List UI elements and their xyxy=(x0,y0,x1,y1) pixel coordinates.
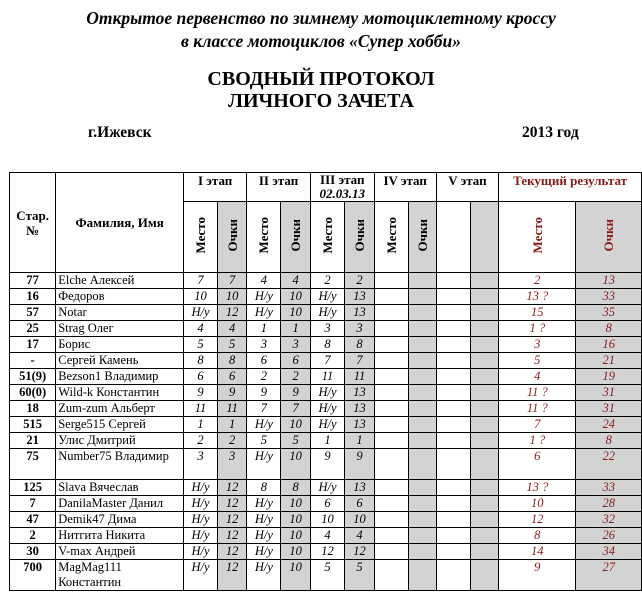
table-row xyxy=(10,433,642,449)
start-number: - xyxy=(10,353,56,369)
table-row xyxy=(10,385,642,401)
table-row xyxy=(10,337,642,353)
result-points: 33 xyxy=(576,480,642,496)
stage4-points xyxy=(409,528,437,544)
start-number: 25 xyxy=(10,321,56,337)
stage1-points: 12 xyxy=(218,480,247,496)
stage5-place-header xyxy=(436,202,470,273)
stage1-points: 10 xyxy=(218,289,247,305)
stage3-points: 13 xyxy=(345,480,374,496)
stage5-place xyxy=(436,496,470,512)
result-points: 26 xyxy=(576,528,642,544)
stage1-points: 4 xyxy=(218,321,247,337)
rider-name: Bezson1 Владимир xyxy=(56,369,184,385)
stage3-points: 3 xyxy=(345,321,374,337)
stage1-place: 2 xyxy=(183,433,217,449)
result-place: 5 xyxy=(499,353,576,369)
stage4-place-header: Место xyxy=(374,202,408,273)
stage2-place: Н/у xyxy=(247,417,281,433)
result-place: 12 xyxy=(499,512,576,528)
stage1-place: Н/у xyxy=(183,528,217,544)
rider-name: Улис Дмитрий xyxy=(56,433,184,449)
stage4-place xyxy=(374,449,408,480)
stage1-points: 7 xyxy=(218,273,247,289)
stage3-points: 10 xyxy=(345,512,374,528)
stage4-header: IV этап xyxy=(374,173,436,202)
rider-name: Number75 Владимир xyxy=(56,449,184,480)
stage2-place: 4 xyxy=(247,273,281,289)
result-place: 11 ? xyxy=(499,385,576,401)
stage3-points: 8 xyxy=(345,337,374,353)
table-row xyxy=(10,321,642,337)
result-points: 19 xyxy=(576,369,642,385)
stage5-place xyxy=(436,369,470,385)
stage4-points xyxy=(409,289,437,305)
stage1-points: 2 xyxy=(218,433,247,449)
stage1-points: 12 xyxy=(218,496,247,512)
stage3-place: 12 xyxy=(310,544,344,560)
result-points: 8 xyxy=(576,433,642,449)
stage4-points xyxy=(409,496,437,512)
stage2-place: Н/у xyxy=(247,289,281,305)
stage1-points: 3 xyxy=(218,449,247,480)
result-place: 2 xyxy=(499,273,576,289)
stage5-place xyxy=(436,305,470,321)
stage2-place: 3 xyxy=(247,337,281,353)
stage3-points: 6 xyxy=(345,496,374,512)
stage3-place: 10 xyxy=(310,512,344,528)
table-row xyxy=(10,528,642,544)
class-title: в классе мотоциклов «Супер хобби» xyxy=(181,31,461,51)
stage4-points xyxy=(409,512,437,528)
stage5-points xyxy=(470,560,498,591)
stage2-points: 10 xyxy=(281,496,310,512)
stage5-points xyxy=(470,417,498,433)
stage5-place xyxy=(436,544,470,560)
stage2-points: 5 xyxy=(281,433,310,449)
table-row xyxy=(10,544,642,560)
result-place: 13 ? xyxy=(499,480,576,496)
stage2-place: 5 xyxy=(247,433,281,449)
stage5-points xyxy=(470,369,498,385)
rider-name: Борис xyxy=(56,337,184,353)
table-row xyxy=(10,353,642,369)
stage2-points: 6 xyxy=(281,353,310,369)
stage5-points xyxy=(470,544,498,560)
stage5-place xyxy=(436,289,470,305)
table-row xyxy=(10,417,642,433)
table-row xyxy=(10,496,642,512)
stage3-points: 13 xyxy=(345,289,374,305)
stage4-place xyxy=(374,544,408,560)
stage2-place: Н/у xyxy=(247,305,281,321)
result-place: 1 ? xyxy=(499,321,576,337)
result-points: 21 xyxy=(576,353,642,369)
table-row xyxy=(10,560,642,591)
stage4-place xyxy=(374,385,408,401)
stage3-place: 8 xyxy=(310,337,344,353)
rider-name: Сергей Камень xyxy=(56,353,184,369)
start-number: 51(9) xyxy=(10,369,56,385)
stage1-points: 1 xyxy=(218,417,247,433)
result-place: 11 ? xyxy=(499,401,576,417)
stage5-place xyxy=(436,512,470,528)
stage1-place: 7 xyxy=(183,273,217,289)
stage5-place xyxy=(436,353,470,369)
stage3-place: 7 xyxy=(310,353,344,369)
stage1-place: 3 xyxy=(183,449,217,480)
start-number: 75 xyxy=(10,449,56,480)
stage1-points: 8 xyxy=(218,353,247,369)
stage3-points: 12 xyxy=(345,544,374,560)
start-number: 125 xyxy=(10,480,56,496)
stage5-points xyxy=(470,480,498,496)
stage2-points: 7 xyxy=(281,401,310,417)
stage2-points: 10 xyxy=(281,289,310,305)
stage3-place: 9 xyxy=(310,449,344,480)
start-number: 60(0) xyxy=(10,385,56,401)
stage4-points xyxy=(409,337,437,353)
result-points: 13 xyxy=(576,273,642,289)
stage5-points xyxy=(470,289,498,305)
stage1-points: 12 xyxy=(218,560,247,591)
stage2-place: 2 xyxy=(247,369,281,385)
rider-name: Нитгита Никита xyxy=(56,528,184,544)
stage5-place xyxy=(436,385,470,401)
result-points: 32 xyxy=(576,512,642,528)
result-points: 35 xyxy=(576,305,642,321)
stage4-place xyxy=(374,305,408,321)
stage1-place: 9 xyxy=(183,385,217,401)
stage5-points xyxy=(470,528,498,544)
current-result-header: Текущий результат xyxy=(499,173,642,202)
result-place-header: Место xyxy=(499,202,576,273)
stage1-place: Н/у xyxy=(183,560,217,591)
stage1-points: 11 xyxy=(218,401,247,417)
stage5-place xyxy=(436,528,470,544)
stage1-place-header: Место xyxy=(183,202,217,273)
stage3-points: 2 xyxy=(345,273,374,289)
rider-name: Федоров xyxy=(56,289,184,305)
stage1-place: 1 xyxy=(183,417,217,433)
stage2-place: Н/у xyxy=(247,449,281,480)
stage3-place: Н/у xyxy=(310,417,344,433)
stage1-points: 12 xyxy=(218,305,247,321)
stage1-place: Н/у xyxy=(183,544,217,560)
protocol-title: СВОДНЫЙ ПРОТОКОЛ xyxy=(207,68,435,90)
stage3-points: 13 xyxy=(345,401,374,417)
result-place: 15 xyxy=(499,305,576,321)
stage1-place: 11 xyxy=(183,401,217,417)
result-place: 13 ? xyxy=(499,289,576,305)
stage4-place xyxy=(374,417,408,433)
start-number: 7 xyxy=(10,496,56,512)
rider-name: MagMag111 Константин xyxy=(56,560,184,591)
stage2-header: II этап xyxy=(247,173,311,202)
result-place: 6 xyxy=(499,449,576,480)
stage1-header: I этап xyxy=(183,173,246,202)
stage2-points: 10 xyxy=(281,544,310,560)
stage2-points: 10 xyxy=(281,305,310,321)
stage4-points xyxy=(409,273,437,289)
result-place: 14 xyxy=(499,544,576,560)
rider-name: Zum-zum Альберт xyxy=(56,401,184,417)
result-points: 8 xyxy=(576,321,642,337)
stage4-points xyxy=(409,321,437,337)
stage5-points xyxy=(470,337,498,353)
result-place: 9 xyxy=(499,560,576,591)
stage2-points: 10 xyxy=(281,560,310,591)
result-place: 8 xyxy=(499,528,576,544)
table-row xyxy=(10,273,642,289)
start-number: 47 xyxy=(10,512,56,528)
rider-name: Strag Олег xyxy=(56,321,184,337)
stage1-points: 12 xyxy=(218,512,247,528)
stage4-place xyxy=(374,512,408,528)
start-number: 16 xyxy=(10,289,56,305)
stage5-points xyxy=(470,512,498,528)
stage4-place xyxy=(374,337,408,353)
stage5-place xyxy=(436,480,470,496)
stage4-points xyxy=(409,385,437,401)
stage1-place: 10 xyxy=(183,289,217,305)
rider-name: Demik47 Дима xyxy=(56,512,184,528)
stage1-place: 6 xyxy=(183,369,217,385)
stage4-points xyxy=(409,433,437,449)
stage5-place xyxy=(436,273,470,289)
protocol-subtitle: ЛИЧНОГО ЗАЧЕТА xyxy=(228,90,414,112)
stage4-points xyxy=(409,417,437,433)
stage3-place: 3 xyxy=(310,321,344,337)
rider-name: Notar xyxy=(56,305,184,321)
stage2-place: 7 xyxy=(247,401,281,417)
stage5-place xyxy=(436,449,470,480)
stage1-place: 4 xyxy=(183,321,217,337)
stage2-place: Н/у xyxy=(247,544,281,560)
stage3-place: Н/у xyxy=(310,401,344,417)
stage2-place: 6 xyxy=(247,353,281,369)
stage3-date: 02.03.13 xyxy=(319,186,366,201)
result-place: 7 xyxy=(499,417,576,433)
start-number: 57 xyxy=(10,305,56,321)
stage5-points-header xyxy=(470,202,498,273)
stage1-place: 5 xyxy=(183,337,217,353)
stage3-place: 4 xyxy=(310,528,344,544)
stage5-place xyxy=(436,401,470,417)
stage2-points: 3 xyxy=(281,337,310,353)
stage3-label: III этап xyxy=(320,172,365,187)
stage5-place xyxy=(436,560,470,591)
start-number: 515 xyxy=(10,417,56,433)
stage3-place: Н/у xyxy=(310,480,344,496)
stage3-points: 9 xyxy=(345,449,374,480)
result-points: 33 xyxy=(576,289,642,305)
results-table xyxy=(9,172,642,591)
stage2-points: 10 xyxy=(281,449,310,480)
stage4-place xyxy=(374,480,408,496)
stage4-points-header: Очки xyxy=(409,202,437,273)
stage4-points xyxy=(409,353,437,369)
stage2-place: Н/у xyxy=(247,512,281,528)
start-number: 18 xyxy=(10,401,56,417)
rider-name: DanilaMaster Данил xyxy=(56,496,184,512)
stage4-points xyxy=(409,480,437,496)
stage3-points: 13 xyxy=(345,417,374,433)
result-points: 34 xyxy=(576,544,642,560)
stage1-points: 6 xyxy=(218,369,247,385)
start-number-header: Стар. № xyxy=(10,173,56,273)
stage4-points xyxy=(409,560,437,591)
stage5-place xyxy=(436,417,470,433)
start-number: 17 xyxy=(10,337,56,353)
stage3-points: 13 xyxy=(345,305,374,321)
championship-title: Открытое первенство по зимнему мотоциклетному кроссу xyxy=(86,8,556,28)
stage4-place xyxy=(374,560,408,591)
stage3-points: 5 xyxy=(345,560,374,591)
stage2-points: 10 xyxy=(281,528,310,544)
name-header: Фамилия, Имя xyxy=(56,173,184,273)
stage3-place-header: Место xyxy=(310,202,344,273)
result-points: 27 xyxy=(576,560,642,591)
stage2-place: 1 xyxy=(247,321,281,337)
stage2-place: 8 xyxy=(247,480,281,496)
stage3-points: 7 xyxy=(345,353,374,369)
stage5-points xyxy=(470,273,498,289)
table-row xyxy=(10,512,642,528)
stage5-place xyxy=(436,433,470,449)
stage2-place: Н/у xyxy=(247,496,281,512)
stage5-place xyxy=(436,337,470,353)
stage2-points: 1 xyxy=(281,321,310,337)
table-row xyxy=(10,305,642,321)
stage5-place xyxy=(436,321,470,337)
start-number: 700 xyxy=(10,560,56,591)
stage5-points xyxy=(470,401,498,417)
stage4-points xyxy=(409,544,437,560)
result-points: 24 xyxy=(576,417,642,433)
stage3-place: 5 xyxy=(310,560,344,591)
rider-name: V-max Андрей xyxy=(56,544,184,560)
stage3-points: 4 xyxy=(345,528,374,544)
result-place: 1 ? xyxy=(499,433,576,449)
stage3-points: 11 xyxy=(345,369,374,385)
stage3-place: 6 xyxy=(310,496,344,512)
stage1-points: 5 xyxy=(218,337,247,353)
stage3-place: Н/у xyxy=(310,305,344,321)
stage5-points xyxy=(470,353,498,369)
stage4-points xyxy=(409,305,437,321)
stage1-place: 8 xyxy=(183,353,217,369)
stage1-points: 9 xyxy=(218,385,247,401)
stage3-place: Н/у xyxy=(310,289,344,305)
stage2-points-header: Очки xyxy=(281,202,310,273)
stage2-points: 9 xyxy=(281,385,310,401)
stage5-points xyxy=(470,385,498,401)
stage1-place: Н/у xyxy=(183,480,217,496)
stage4-place xyxy=(374,353,408,369)
stage3-points-header: Очки xyxy=(345,202,374,273)
stage4-place xyxy=(374,321,408,337)
stage2-place: Н/у xyxy=(247,528,281,544)
rider-name: Slava Вячеслав xyxy=(56,480,184,496)
stage3-place: Н/у xyxy=(310,385,344,401)
start-number: 21 xyxy=(10,433,56,449)
result-place: 3 xyxy=(499,337,576,353)
stage4-place xyxy=(374,401,408,417)
stage1-points-header: Очки xyxy=(218,202,247,273)
stage4-points xyxy=(409,449,437,480)
stage1-place: Н/у xyxy=(183,512,217,528)
rider-name: Wild-k Константин xyxy=(56,385,184,401)
result-points: 16 xyxy=(576,337,642,353)
stage3-points: 1 xyxy=(345,433,374,449)
table-row xyxy=(10,449,642,480)
result-points: 31 xyxy=(576,385,642,401)
result-points: 31 xyxy=(576,401,642,417)
stage2-points: 8 xyxy=(281,480,310,496)
table-row xyxy=(10,401,642,417)
stage3-place: 11 xyxy=(310,369,344,385)
stage4-points xyxy=(409,369,437,385)
stage5-points xyxy=(470,449,498,480)
result-place: 10 xyxy=(499,496,576,512)
result-points-header: Очки xyxy=(576,202,642,273)
stage4-place xyxy=(374,528,408,544)
stage2-place: Н/у xyxy=(247,560,281,591)
stage2-place-header: Место xyxy=(247,202,281,273)
stage5-points xyxy=(470,496,498,512)
stage4-place xyxy=(374,433,408,449)
rider-name: Elche Алексей xyxy=(56,273,184,289)
stage2-points: 2 xyxy=(281,369,310,385)
stage4-points xyxy=(409,401,437,417)
stage5-points xyxy=(470,321,498,337)
year: 2013 год xyxy=(522,124,579,141)
start-number: 2 xyxy=(10,528,56,544)
table-row xyxy=(10,369,642,385)
city: г.Ижевск xyxy=(88,124,152,141)
start-number: 77 xyxy=(10,273,56,289)
table-row xyxy=(10,480,642,496)
stage5-points xyxy=(470,433,498,449)
stage2-place: 9 xyxy=(247,385,281,401)
stage4-place xyxy=(374,289,408,305)
table-row xyxy=(10,289,642,305)
stage2-points: 10 xyxy=(281,512,310,528)
result-place: 4 xyxy=(499,369,576,385)
result-points: 28 xyxy=(576,496,642,512)
stage1-place: Н/у xyxy=(183,496,217,512)
stage3-place: 1 xyxy=(310,433,344,449)
stage4-place xyxy=(374,273,408,289)
rider-name: Serge515 Сергей xyxy=(56,417,184,433)
stage1-points: 12 xyxy=(218,528,247,544)
stage3-points: 13 xyxy=(345,385,374,401)
stage4-place xyxy=(374,369,408,385)
stage1-points: 12 xyxy=(218,544,247,560)
stage1-place: Н/у xyxy=(183,305,217,321)
stage5-header: V этап xyxy=(436,173,499,202)
start-number: 30 xyxy=(10,544,56,560)
stage5-points xyxy=(470,305,498,321)
stage2-points: 4 xyxy=(281,273,310,289)
stage3-header xyxy=(310,173,374,202)
stage2-points: 10 xyxy=(281,417,310,433)
result-points: 22 xyxy=(576,449,642,480)
stage3-place: 2 xyxy=(310,273,344,289)
stage4-place xyxy=(374,496,408,512)
